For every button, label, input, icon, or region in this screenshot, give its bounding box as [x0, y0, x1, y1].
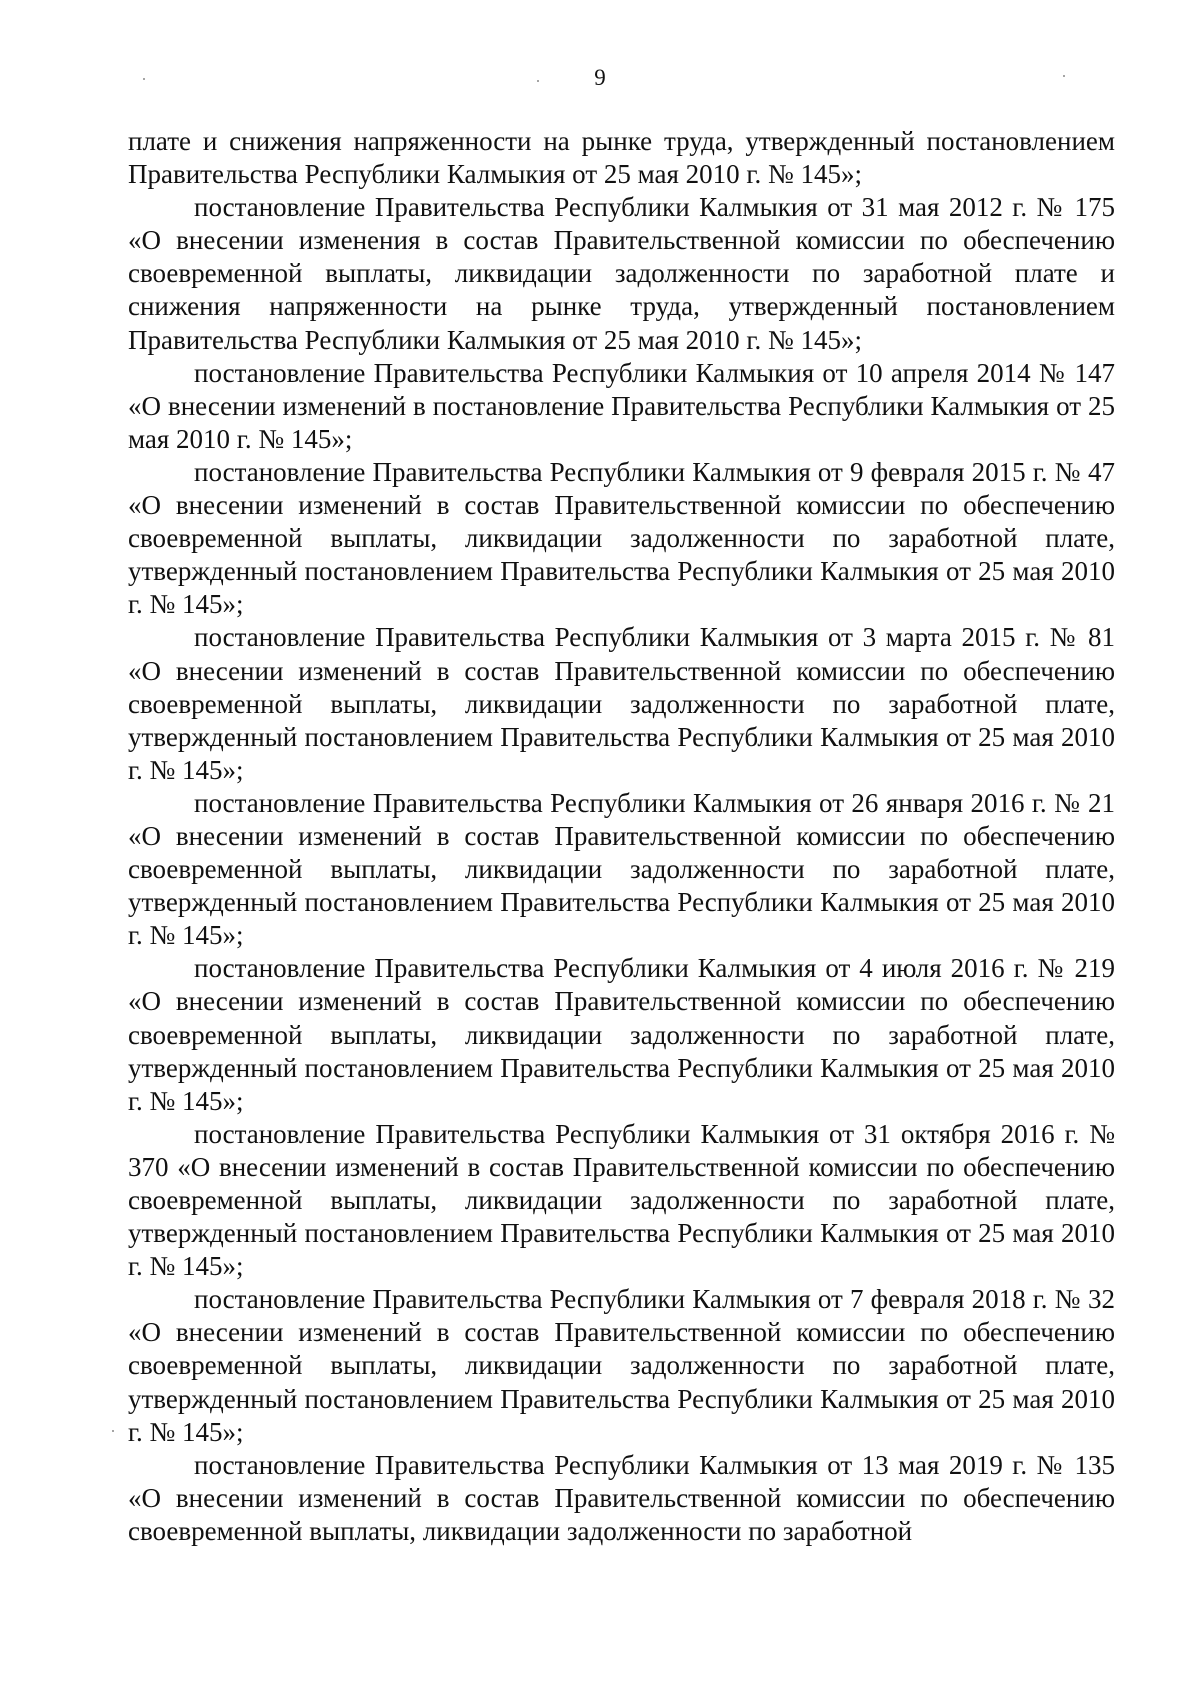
paragraph-continuation: плате и снижения напряженности на рынке труда, утвержденный постановлением Правительства Республики Калмыкия от 25 мая 2010 г. № 145»; — [128, 126, 1115, 190]
paragraph-resolution-2018-32: постановление Правительства Республики Калмыкия от 7 февраля 2018 г. № 32 «О внесении изменений в состав Правительственной комиссии по обеспечению своевременной выплаты, ликвидации задолженности по заработной плате, утвержденный постановлением Правительства Республики Калмыкия от 25 мая 2010 г. № 145»; — [128, 1284, 1115, 1447]
page-number: 9 — [594, 65, 606, 90]
paragraph-resolution-2015-81: постановление Правительства Республики Калмыкия от 3 марта 2015 г. № 81 «О внесении изменений в состав Правительственной комиссии по обеспечению своевременной выплаты, ликвидации задолженности по заработной плате, утвержденный постановлением Правительства Республики Калмыкия от 25 мая 2010 г. № 145»; — [128, 622, 1115, 785]
scan-speck — [537, 80, 539, 82]
document-body — [128, 125, 1115, 1548]
scan-speck — [143, 78, 145, 80]
paragraph-resolution-2012-175: постановление Правительства Республики Калмыкия от 31 мая 2012 г. № 175 «О внесении изменения в состав Правительственной комиссии по обеспечению своевременной выплаты, ликвидации задолженности по заработной плате и снижения напряженности на рынке труда, утвержденный постановлением Правительства Республики Калмыкия от 25 мая 2010 г. № 145»; — [128, 192, 1115, 355]
paragraph-resolution-2019-135: постановление Правительства Республики Калмыкия от 13 мая 2019 г. № 135 «О внесении изменений в состав Правительственной комиссии по обеспечению своевременной выплаты, ликвидации задолженности по заработной — [128, 1449, 1115, 1546]
scan-speck — [1063, 75, 1065, 77]
paragraph-resolution-2016-219: постановление Правительства Республики Калмыкия от 4 июля 2016 г. № 219 «О внесении изменений в состав Правительственной комиссии по обеспечению своевременной выплаты, ликвидации задолженности по заработной плате, утвержденный постановлением Правительства Республики Калмыкия от 25 мая 2010 г. № 145»; — [128, 953, 1115, 1116]
paragraph-resolution-2015-47: постановление Правительства Республики Калмыкия от 9 февраля 2015 г. № 47 «О внесении изменений в состав Правительственной комиссии по обеспечению своевременной выплаты, ликвидации задолженности по заработной плате, утвержденный постановлением Правительства Республики Калмыкия от 25 мая 2010 г. № 145»; — [128, 456, 1115, 620]
paragraph-resolution-2016-370: постановление Правительства Республики Калмыкия от 31 октября 2016 г. № 370 «О внесении изменений в состав Правительственной комиссии по обеспечению своевременной выплаты, ликвидации задолженности по заработной плате, утвержденный постановлением Правительства Республики Калмыкия от 25 мая 2010 г. № 145»; — [128, 1118, 1115, 1282]
paragraph-resolution-2016-21: постановление Правительства Республики Калмыкия от 26 января 2016 г. № 21 «О внесении изменений в состав Правительственной комиссии по обеспечению своевременной выплаты, ликвидации задолженности по заработной плате, утвержденный постановлением Правительства Республики Калмыкия от 25 мая 2010 г. № 145»; — [128, 787, 1115, 951]
paragraph-resolution-2014-147: постановление Правительства Республики Калмыкия от 10 апреля 2014 № 147 «О внесении изменений в постановление Правительства Республики Калмыкия от 25 мая 2010 г. № 145»; — [128, 357, 1115, 454]
scan-speck — [112, 1430, 114, 1432]
